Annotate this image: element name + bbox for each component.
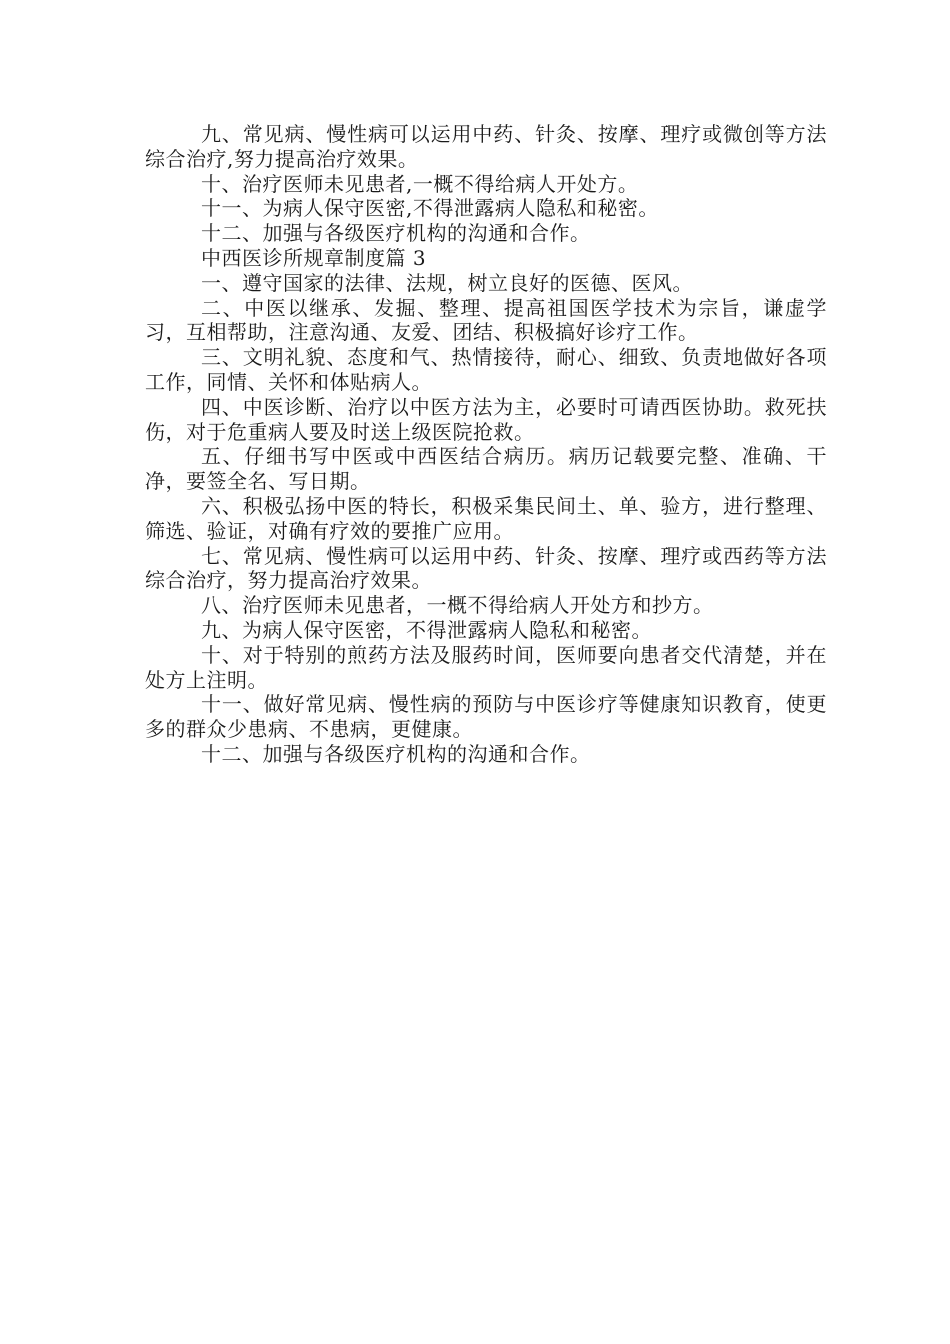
paragraph: 五、仔细书写中医或中西医结合病历。病历记载要完整、准确、干净，要签全名、写日期。 (145, 444, 827, 494)
section-heading: 中西医诊所规章制度篇 3 (201, 245, 427, 270)
paragraph: 八、治疗医师未见患者，一概不得给病人开处方和抄方。 (201, 593, 714, 618)
paragraph: 九、为病人保守医密，不得泄露病人隐私和秘密。 (201, 617, 652, 642)
paragraph: 十、对于特别的煎药方法及服药时间，医师要向患者交代清楚，并在处方上注明。 (145, 642, 827, 692)
paragraph: 十一、做好常见病、慢性病的预防与中医诊疗等健康知识教育，使更多的群众少患病、不患病，更健康。 (145, 692, 827, 742)
paragraph: 十一、为病人保守医密,不得泄露病人隐私和秘密。 (201, 196, 659, 221)
paragraph: 七、常见病、慢性病可以运用中药、针灸、按摩、理疗或西药等方法综合治疗，努力提高治疗效果。 (145, 543, 827, 593)
paragraph: 十二、加强与各级医疗机构的沟通和合作。 (201, 221, 591, 246)
paragraph: 四、中医诊断、治疗以中医方法为主，必要时可请西医协助。救死扶伤，对于危重病人要及时送上级医院抢救。 (145, 394, 827, 444)
paragraph: 一、遵守国家的法律、法规，树立良好的医德、医风。 (201, 270, 693, 295)
paragraph: 六、积极弘扬中医的特长，积极采集民间土、单、验方，进行整理、筛选、验证，对确有疗效的要推广应用。 (145, 493, 827, 543)
paragraph: 二、中医以继承、发掘、整理、提高祖国医学技术为宗旨，谦虚学习，互相帮助，注意沟通、友爱、团结、积极搞好诊疗工作。 (145, 295, 827, 345)
paragraph: 九、常见病、慢性病可以运用中药、针灸、按摩、理疗或微创等方法综合治疗,努力提高治疗效果。 (145, 122, 827, 171)
paragraph: 十、治疗医师未见患者,一概不得给病人开处方。 (201, 171, 639, 196)
paragraph: 三、文明礼貌、态度和气、热情接待，耐心、细致、负责地做好各项工作，同情、关怀和体贴病人。 (145, 345, 827, 394)
document-page (145, 122, 827, 767)
paragraph: 十二、加强与各级医疗机构的沟通和合作。 (201, 741, 591, 766)
